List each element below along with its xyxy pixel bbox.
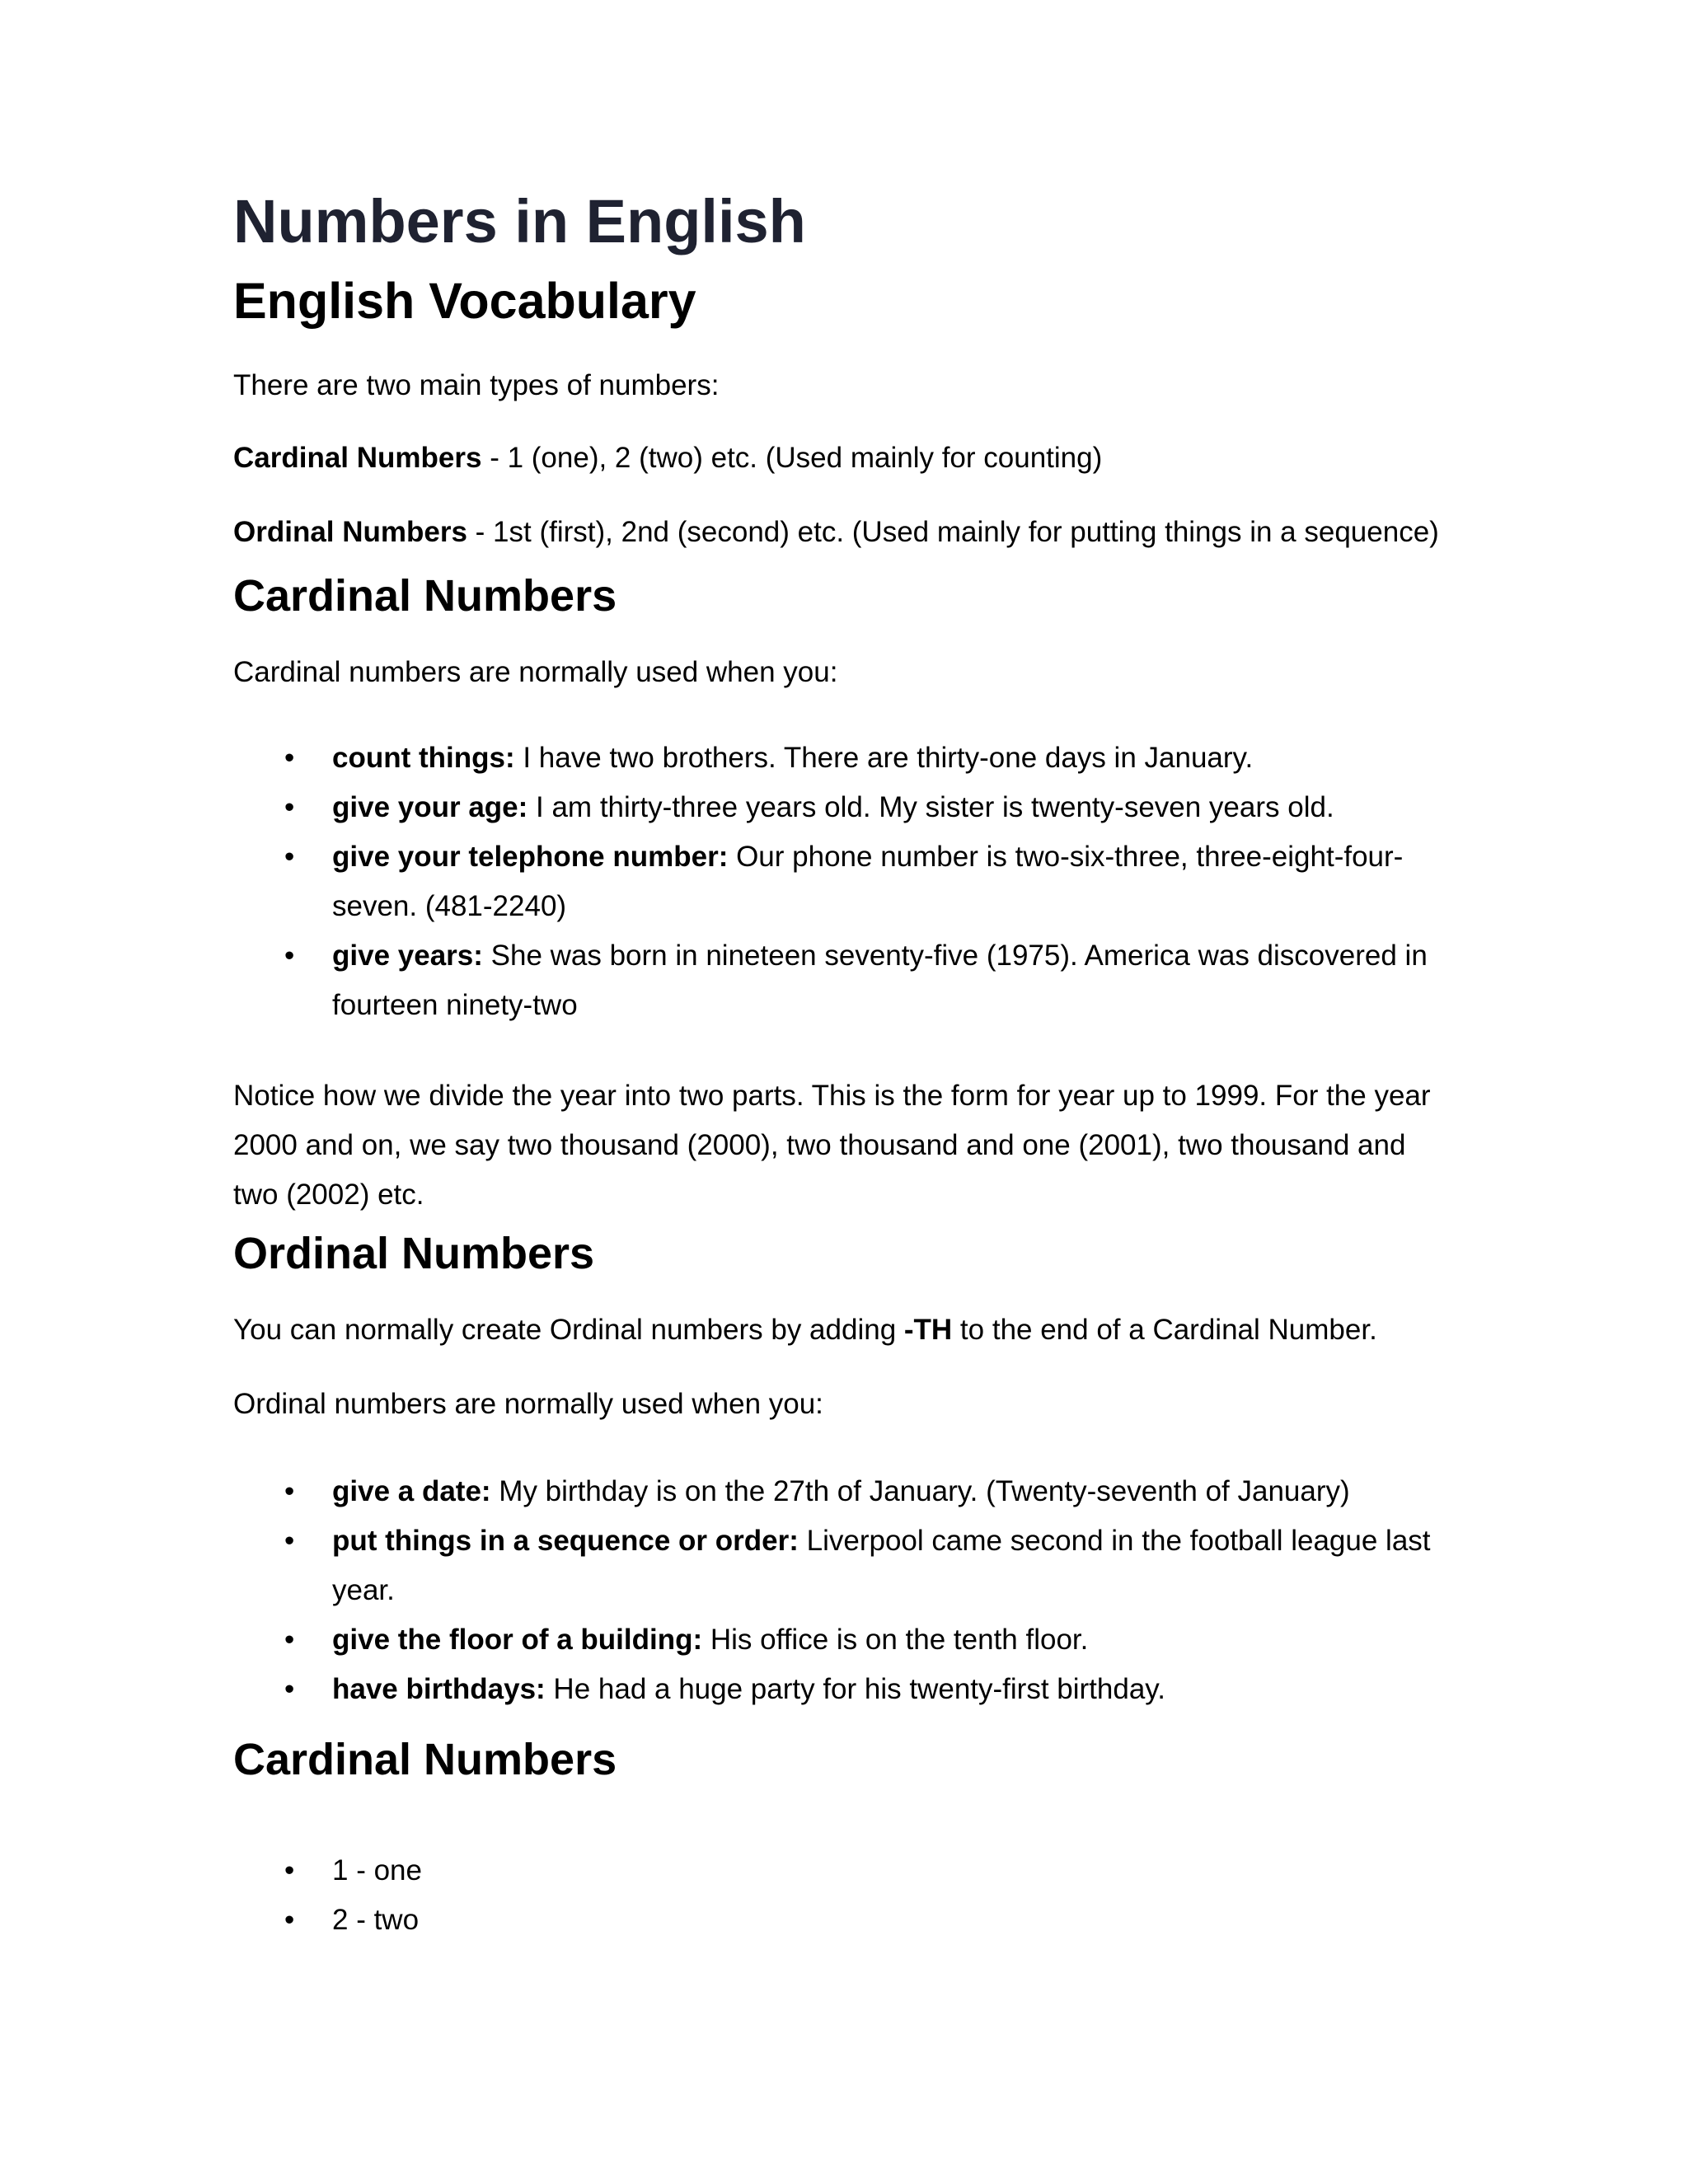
list-item-text: 2 - two xyxy=(332,1904,420,1936)
notice-line-3: two (2002) etc. xyxy=(233,1179,424,1211)
document-page xyxy=(233,0,1486,2184)
list-item-term: put things in a sequence or order: xyxy=(332,1525,799,1557)
list-item xyxy=(233,931,1453,1030)
list-item xyxy=(233,1516,1486,1615)
list-item xyxy=(233,783,1486,832)
list-item xyxy=(233,1467,1486,1516)
cardinal-lead: Cardinal numbers are normally used when you: xyxy=(233,656,838,688)
list-item-text: Our phone number is two-six-three, three-eight-four-seven. (481-2240) xyxy=(332,841,1404,922)
page-title: Numbers in English xyxy=(233,187,806,255)
bullet-icon: • xyxy=(284,1525,295,1557)
type-cardinal-term: Cardinal Numbers xyxy=(233,442,482,474)
cardinal-list-heading: Cardinal Numbers xyxy=(233,1735,617,1784)
type-ordinal-term: Ordinal Numbers xyxy=(233,516,467,548)
list-item-term: give your age: xyxy=(332,791,528,823)
notice-line-2: 2000 and on, we say two thousand (2000), two thousand and one (2001), two thousand and xyxy=(233,1129,1406,1161)
cardinal-numbers-list xyxy=(233,1846,1486,1945)
list-item-text: I have two brothers. There are thirty-one days in January. xyxy=(514,742,1254,774)
bullet-icon: • xyxy=(284,841,295,873)
list-item xyxy=(233,832,1453,931)
type-ordinal xyxy=(233,508,1439,557)
type-ordinal-desc: - 1st (first), 2nd (second) etc. (Used mainly for putting things in a sequence) xyxy=(467,516,1439,548)
list-item xyxy=(233,1665,1486,1714)
cardinal-usage-list xyxy=(233,733,1486,1030)
bullet-icon: • xyxy=(284,1475,295,1507)
ordinal-rule-after: to the end of a Cardinal Number. xyxy=(952,1314,1377,1346)
list-item-term: have birthdays: xyxy=(332,1673,546,1705)
list-item-text: He had a huge party for his twenty-first birthday. xyxy=(545,1673,1165,1705)
intro-text: There are two main types of numbers: xyxy=(233,369,720,401)
page-subtitle: English Vocabulary xyxy=(233,273,696,329)
ordinal-usage-list xyxy=(233,1467,1486,1714)
list-item xyxy=(233,1846,1486,1896)
bullet-icon: • xyxy=(284,1854,295,1886)
type-cardinal-desc: - 1 (one), 2 (two) etc. (Used mainly for counting) xyxy=(481,442,1103,474)
ordinal-lead: Ordinal numbers are normally used when you: xyxy=(233,1388,823,1420)
bullet-icon: • xyxy=(284,1904,295,1936)
cardinal-heading: Cardinal Numbers xyxy=(233,571,617,621)
type-cardinal xyxy=(233,434,1102,483)
bullet-icon: • xyxy=(284,791,295,823)
bullet-icon: • xyxy=(284,742,295,774)
bullet-icon: • xyxy=(284,1624,295,1656)
ordinal-rule xyxy=(233,1305,1377,1355)
list-item-term: count things: xyxy=(332,742,515,774)
list-item-text: 1 - one xyxy=(332,1854,422,1886)
list-item-term: give your telephone number: xyxy=(332,841,729,873)
ordinal-rule-suffix: -TH xyxy=(903,1314,953,1346)
notice-line-1: Notice how we divide the year into two parts. This is the form for year up to 1999. For the year xyxy=(233,1080,1431,1112)
list-item-term: give the floor of a building: xyxy=(332,1624,703,1656)
list-item-text: I am thirty-three years old. My sister is twenty-seven years old. xyxy=(528,791,1334,823)
list-item xyxy=(233,1615,1486,1665)
ordinal-heading: Ordinal Numbers xyxy=(233,1229,595,1278)
list-item-term: give years: xyxy=(332,940,483,972)
list-item-text: She was born in nineteen seventy-five (1975). America was discovered in fourteen ninety-two xyxy=(332,940,1428,1021)
list-item-text: His office is on the tenth floor. xyxy=(702,1624,1089,1656)
ordinal-rule-before: You can normally create Ordinal numbers by adding xyxy=(233,1314,904,1346)
list-item xyxy=(233,1896,1486,1945)
list-item-text: Liverpool came second in the football league last year. xyxy=(332,1525,1431,1606)
bullet-icon: • xyxy=(284,940,295,972)
list-item xyxy=(233,733,1486,783)
list-item-term: give a date: xyxy=(332,1475,491,1507)
list-item-text: My birthday is on the 27th of January. (Twenty-seventh of January) xyxy=(490,1475,1350,1507)
bullet-icon: • xyxy=(284,1673,295,1705)
